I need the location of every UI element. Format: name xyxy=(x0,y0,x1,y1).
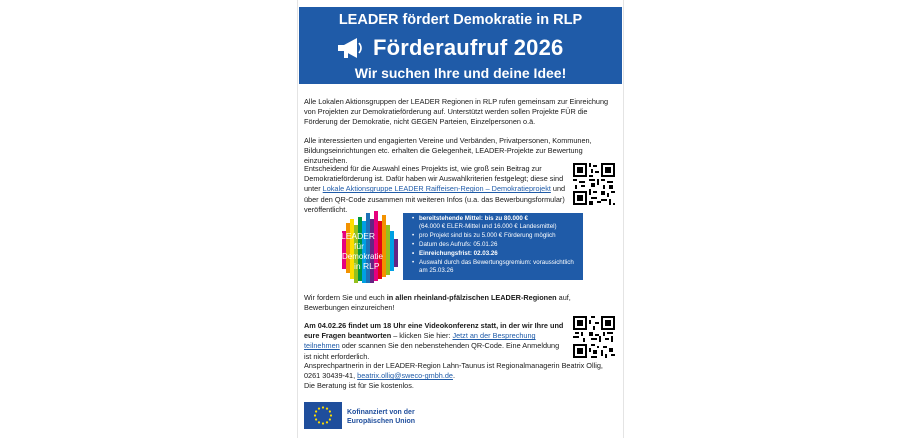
banner-headline: Förderaufruf 2026 xyxy=(373,35,564,60)
logo-text-demokratie: Demokratie xyxy=(342,252,383,261)
info-item-selection: • Auswahl durch das Bewertungsgremium: voraussichtlich am 25.03.26 xyxy=(419,259,579,274)
info-item-budget: • bereitstehende Mittel: bis zu 80.000 € (64.000 € ELER-Mittel und 16.000 € Landesmittel) xyxy=(419,215,579,230)
logo-text-leader: LEADER xyxy=(341,231,376,241)
qr-code-criteria[interactable] xyxy=(573,163,615,205)
videoconference-paragraph: Am 04.02.26 findet um 18 Uhr eine Videokonferenz statt, in der wir Ihre und eure Fragen beantworten – klicken Sie hier: Jetzt an der Besprechung teilnehmen oder scannen Sie den nebenstehenden QR-Code. Eine Anmeldung ist nicht erforderlich. xyxy=(304,321,564,361)
leader-democracy-logo xyxy=(334,209,406,287)
qr-code-meeting[interactable] xyxy=(573,316,615,358)
banner-title: LEADER fördert Demokratie in RLP xyxy=(338,12,583,28)
meeting-link[interactable]: Jetzt an der Besprechung teilnehmen xyxy=(304,331,536,351)
flyer-page xyxy=(297,0,624,438)
contact-email-link[interactable]: beatrix.ollig@sweco-gmbh.de xyxy=(357,371,453,381)
criteria-link[interactable]: Lokale Aktionsgruppe LEADER Raiffeisen-Region – Demokratieprojekt xyxy=(322,184,551,194)
criteria-paragraph: Entscheidend für die Auswahl eines Projekts ist, wie groß sein Beitrag zur Demokratieförderung ist. Dafür haben wir Auswahlkriterien festgelegt; diese sind unter Lokale Aktionsgruppe LEADER Raiffeisen-Region – Demokratieprojekt und über den QR-Code zusammen mit weiteren Infos (u.a. das Bewerbungsformular) veröffentlicht. xyxy=(304,164,566,214)
intro-paragraph: Alle Lokalen Aktionsgruppen der LEADER Regionen in RLP rufen gemeinsam zur Einreichung von Projekten zur Demokratieförderung auf. Unterstützt werden sollen Projekte FÜR die Förderung der Demokratie, nicht GEGEN Parteien, Einzelpersonen o.ä. xyxy=(304,97,609,127)
megaphone-icon xyxy=(335,35,365,61)
info-item-per-project: • pro Projekt sind bis zu 5.000 € Förderung möglich xyxy=(419,232,579,240)
header-banner xyxy=(299,7,622,84)
info-item-deadline: • Einreichungsfrist: 02.03.26 xyxy=(419,250,579,258)
call-paragraph: Wir fordern Sie und euch in allen rheinland-pfälzischen LEADER-Regionen auf, Bewerbungen einzureichen! xyxy=(304,293,571,313)
info-item-call-date: • Datum des Aufrufs: 05.01.26 xyxy=(419,241,579,249)
eu-cofunding-text: Kofinanziert von der Europäischen Union xyxy=(347,409,416,425)
logo-text-rlp: in RLP xyxy=(354,261,380,271)
logo-text-fuer: für xyxy=(354,241,364,251)
eligibility-paragraph: Alle interessierten und engagierten Vereine und Verbänden, Privatpersonen, Kommunen, Bildungseinrichtungen etc. erhalten die Gelegenheit, LEADER-Projekte zur Bewertung einzureichen. xyxy=(304,136,592,166)
contact-paragraph: Ansprechpartnerin in der LEADER-Region Lahn-Taunus ist Regionalmanagerin Beatrix Ollig, 0261 30439-41, beatrix.ollig@sweco-gmbh.de. Die Beratung ist für Sie kostenlos. xyxy=(304,361,603,391)
eu-flag-icon xyxy=(304,402,342,429)
funding-info-box xyxy=(403,213,583,280)
banner-subtitle: Wir suchen Ihre und deine Idee! xyxy=(354,65,567,81)
